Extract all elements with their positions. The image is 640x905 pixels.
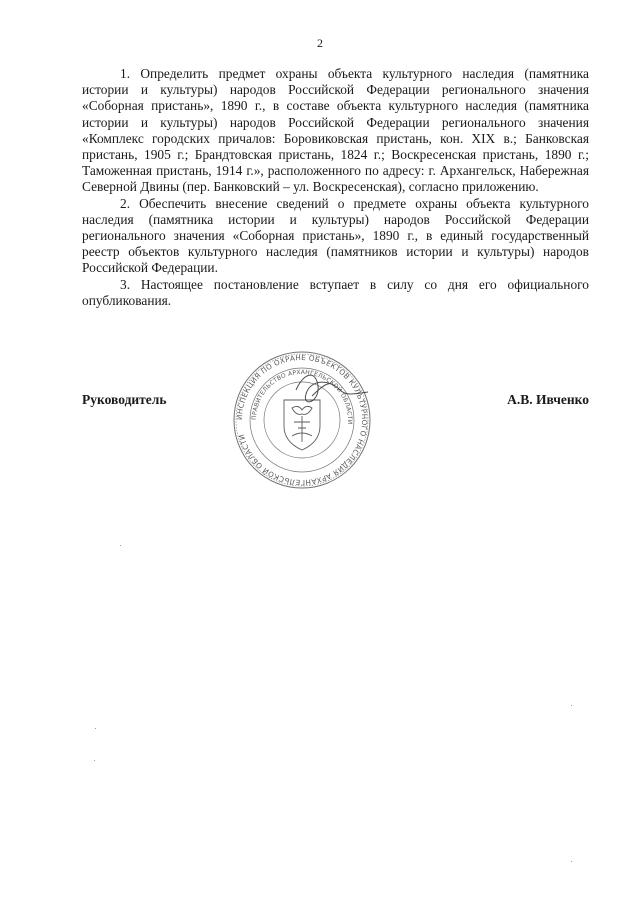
scan-speck <box>95 728 96 729</box>
seal-inner-text: ПРАВИТЕЛЬСТВО АРХАНГЕЛЬСКОЙ ОБЛАСТИ <box>250 368 354 425</box>
seal-outer-text: ИНСПЕКЦИЯ ПО ОХРАНЕ ОБЪЕКТОВ КУЛЬТУРНОГО НАСЛЕДИЯ АРХАНГЕЛЬСКОЙ ОБЛАСТИ <box>234 352 370 488</box>
scan-speck <box>571 705 572 706</box>
page-number: 2 <box>317 36 323 50</box>
paragraph-3: 3. Настоящее постановление вступает в силу со дня его официального опубликования. <box>82 276 589 308</box>
paragraph-2: 2. Обеспечить внесение сведений о предмете охраны объекта культурного наследия (памятника истории и культуры) народов Российской Федерации регионального значения «Соборная пристань», 1890 г., в единый государственный реестр объектов культурного наследия (памятников истории и культуры) народов Российской Федерации. <box>82 195 589 276</box>
document-body <box>82 66 589 309</box>
scan-speck <box>571 861 572 862</box>
signature-row <box>82 392 589 412</box>
scan-speck <box>120 545 121 546</box>
scan-speck <box>94 760 95 761</box>
paragraph-1: 1. Определить предмет охраны объекта культурного наследия (памятника истории и культуры) народов Российской Федерации регионального значения «Соборная пристань», 1890 г., в составе объекта культурного наследия (памятника истории и культуры) народов Российской Федерации регионального значения «Комплекс городских причалов: Боровиковская пристань, кон. XIX в.; Банковская пристань, 1905 г.; Брандтовская пристань, 1824 г.; Воскресенская пристань, 1890 г.; Таможенная пристань, 1914 г.», расположенного по адресу: г. Архангельск, Набережная Северной Двины (пер. Банковский – ул. Воскресенская), согласно приложению. <box>82 66 589 195</box>
signatory-name: А.В. Ивченко <box>507 392 589 407</box>
signatory-title: Руководитель <box>82 392 167 407</box>
official-seal <box>232 350 372 490</box>
